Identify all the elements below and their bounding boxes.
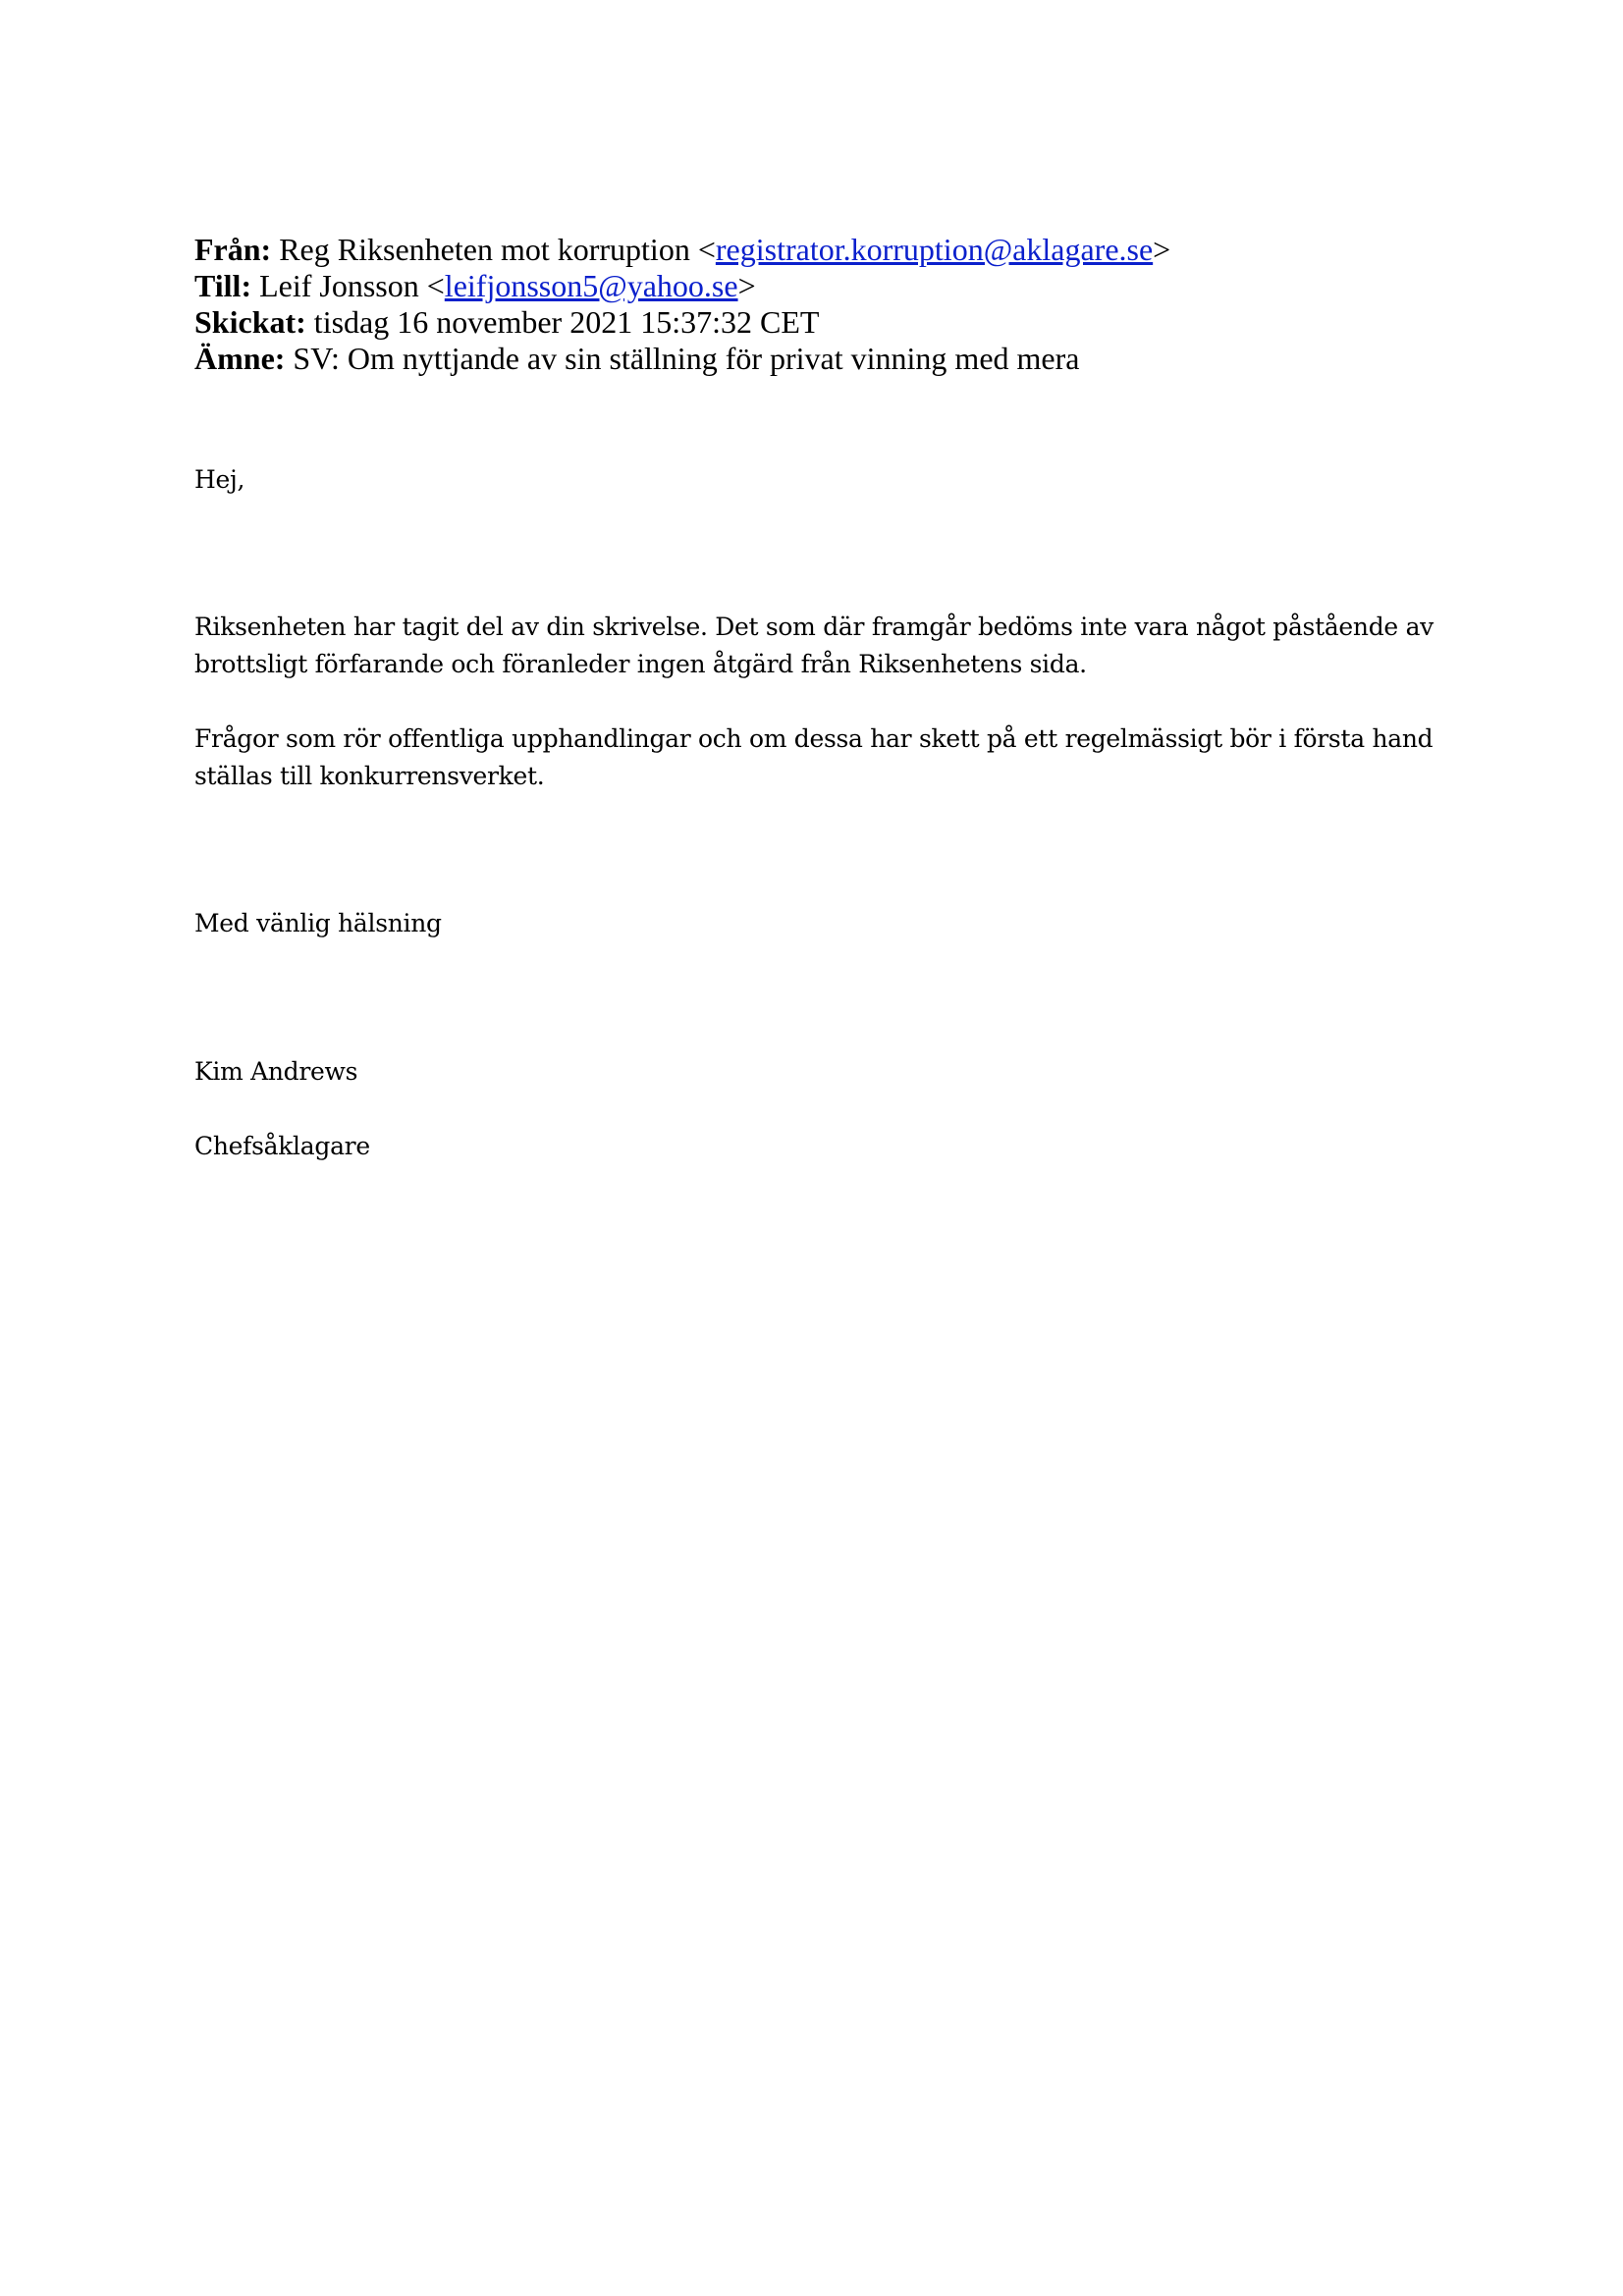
to-line: [194, 268, 1471, 304]
signature-title: [194, 1128, 1441, 1165]
subject-label: Ämne:: [194, 341, 286, 376]
greeting-text: Hej,: [194, 465, 245, 494]
from-name: Reg Riksenheten mot korruption: [279, 232, 690, 267]
sent-line: [194, 304, 1471, 341]
subject-value: SV: Om nyttjande av sin ställning för privat vinning med mera: [293, 341, 1080, 376]
signature-name: [194, 1053, 1441, 1091]
body-paragraph-2: [194, 721, 1441, 795]
to-close-bracket: >: [737, 268, 756, 303]
from-open-bracket: <: [697, 232, 716, 267]
from-close-bracket: >: [1153, 232, 1171, 267]
body-paragraph-1: [194, 609, 1441, 683]
signer-name-text: Kim Andrews: [194, 1057, 358, 1086]
subject-line: [194, 341, 1471, 377]
paragraph-2-text: Frågor som rör offentliga upphandlingar och om dessa har skett på ett regelmässigt bör i första hand ställas till konkurrensverket.: [194, 724, 1434, 790]
closing-text: Med vänlig hälsning: [194, 909, 442, 937]
from-label: Från:: [194, 232, 272, 267]
sent-value: tisdag 16 november 2021 15:37:32 CET: [313, 304, 820, 340]
to-email-link[interactable]: leifjonsson5@yahoo.se: [444, 268, 738, 303]
from-email-link[interactable]: registrator.korruption@aklagare.se: [715, 232, 1154, 267]
to-name: Leif Jonsson: [259, 268, 419, 303]
to-label: Till:: [194, 268, 252, 303]
paragraph-1-text: Riksenheten har tagit del av din skrivelse. Det som där framgår bedöms inte vara något påstående av brottsligt förfarande och föranleder ingen åtgärd från Riksenhetens sida.: [194, 613, 1434, 678]
sent-label: Skickat:: [194, 304, 306, 340]
signer-title-text: Chefsåklagare: [194, 1132, 370, 1160]
to-open-bracket: <: [426, 268, 445, 303]
greeting: [194, 461, 1441, 499]
email-header: [194, 232, 1471, 377]
closing: [194, 905, 1441, 942]
from-line: [194, 232, 1471, 268]
